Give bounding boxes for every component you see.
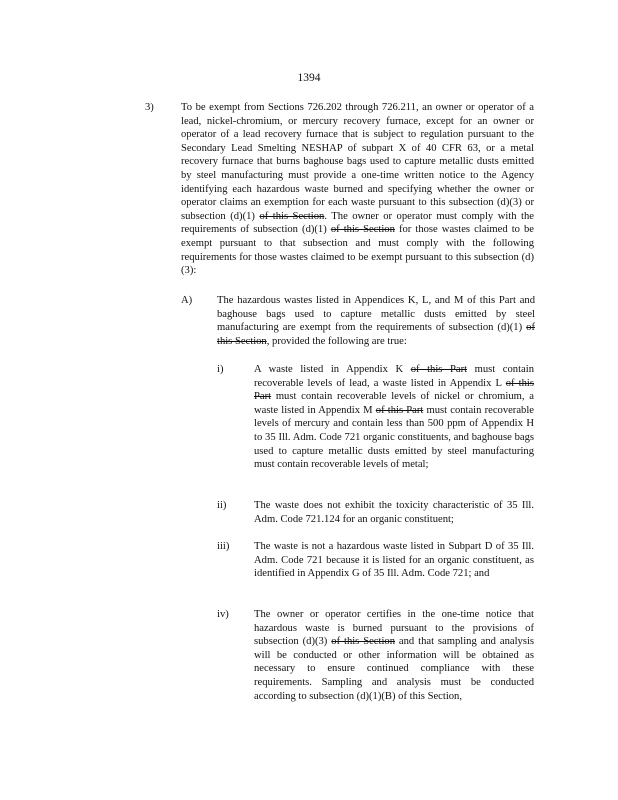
item-i-paragraph <box>254 363 534 472</box>
item-i-text-4: must contain recoverable levels of mercury and contain less than 500 ppm of Appendix H to 35 Ill. Adm. Code 721 organic constituents, and baghouse bags used to capture metallic dusts emitted by steel manufacturing must contain recoverable levels of metal; <box>254 404 534 471</box>
item-iv-paragraph <box>254 608 534 703</box>
item-3-text-b: . The owner or operator must comply with the requirements of subsection (d)(1) <box>181 210 534 236</box>
item-a-deleted-a: of this Section <box>217 322 535 347</box>
item-ii-paragraph: The waste does not exhibit the toxicity characteristic of 35 Ill. Adm. Code 721.124 for an organic constituent; <box>254 500 534 525</box>
item-3-paragraph <box>181 101 534 278</box>
item-i-text-2: must contain recoverable levels of lead, a waste listed in Appendix L <box>254 364 534 389</box>
page-number: 1394 <box>297 72 321 84</box>
item-3-deleted-a: of this Section <box>259 210 325 222</box>
item-i-text-3: must contain recoverable levels of nickel or chromium, a waste listed in Appendix M <box>254 391 534 416</box>
item-iv-text-2: and that sampling and analysis will be conducted or other information will be obtained as necessary to ensure continued compliance with these requirements. Sampling and analysis must be conducted according to subsection (d)(1)(B) of this Section, <box>254 636 535 702</box>
item-a-paragraph <box>217 294 535 348</box>
item-3-text-a: To be exempt from Sections 726.202 through 726.211, an owner or operator of a lead, nickel-chromium, or mercury recovery furnace, except for an owner or operator of a lead recovery furnace that is subject to regulation pursuant to the Secondary Lead Smelting NESHAP of subpart X of 40 CFR 63, or a metal recovery furnace that burns baghouse bags used to capture metallic dusts emitted by steel manufacturing must provide a one-time written notice to the Agency identifying each hazardous waste burned and specifying whether the owner or operator claims an exemption for each waste pursuant to this subsection (d)(3) or subsection (d)(1) <box>181 102 534 222</box>
item-3-deleted-b: of this Section <box>330 224 395 236</box>
item-i-label: i) <box>217 364 224 375</box>
item-iv-label: iv) <box>217 609 229 620</box>
item-iii-paragraph: The waste is not a hazardous waste listed in Subpart D of 35 Ill. Adm. Code 721 because it is listed for an organic constituent, as identified in Appendix G of 35 Ill. Adm. Code 721; and <box>254 541 534 580</box>
item-3-label: 3) <box>145 102 154 113</box>
item-iii-label: iii) <box>217 541 230 552</box>
item-i-text-1: A waste listed in Appendix K <box>254 364 404 375</box>
item-a-text-b: , provided the following are true: <box>266 335 407 347</box>
item-i-deleted-1: of this Part <box>410 364 468 375</box>
item-a-text-a: The hazardous wastes listed in Appendices K, L, and M of this Part and baghouse bags used to capture metallic dusts emitted by steel manufacturing are exempt from the requirements of subsection (d)(1) <box>217 295 535 334</box>
item-3-text-c: for those wastes claimed to be exempt pursuant to that subsection and must comply with the following requirements for those wastes claimed to be exempt pursuant to this subsection (d)(3): <box>181 224 534 277</box>
item-iv-deleted-1: of this Section <box>331 636 395 648</box>
item-iv-text-1: The owner or operator certifies in the one-time notice that hazardous waste is burned pursuant to the provisions of subsection (d)(3) <box>254 609 534 648</box>
item-i-deleted-2: of this Part <box>254 377 534 403</box>
item-a-label: A) <box>181 295 193 306</box>
item-ii-label: ii) <box>217 500 227 511</box>
item-i-deleted-3: of this Part <box>375 404 424 416</box>
